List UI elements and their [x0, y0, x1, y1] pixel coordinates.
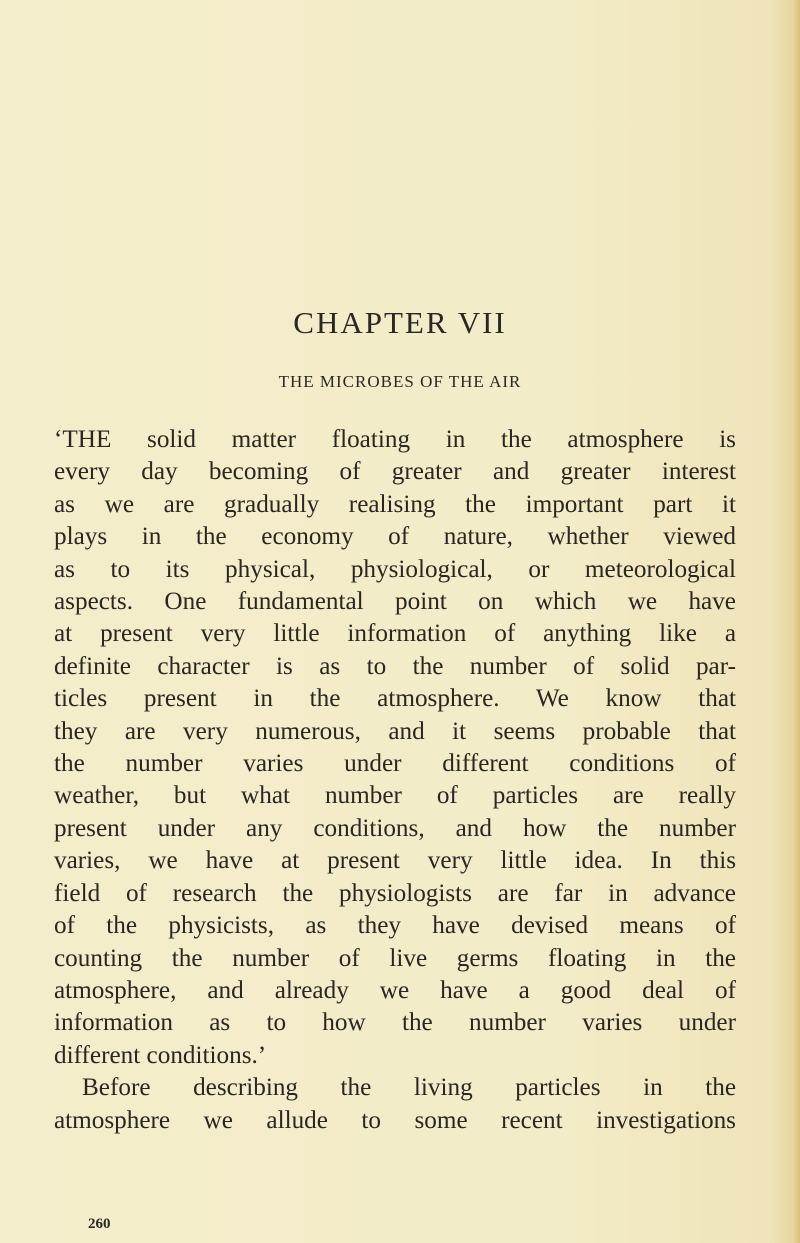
text-line: aspects. One fundamental point on which we have: [54, 588, 736, 616]
text-line: different conditions.’: [54, 1041, 267, 1069]
page-edge: [792, 0, 800, 1243]
text-line: atmosphere we allude to some recent investigations: [54, 1106, 736, 1134]
text-line: as to its physical, physiological, or meteorological: [54, 555, 736, 583]
text-line: Before describing the living particles in the: [82, 1074, 736, 1102]
text-line: varies, we have at present very little idea. In this: [54, 847, 736, 875]
text-line: at present very little information of anything like a: [54, 620, 736, 648]
text-line: of the physicists, as they have devised means of: [54, 912, 736, 940]
text-line: ‘THE solid matter floating in the atmosphere is: [54, 426, 736, 453]
text-line: they are very numerous, and it seems probable that: [54, 717, 736, 745]
text-line: as we are gradually realising the important part it: [54, 490, 736, 518]
text-line: ticles present in the atmosphere. We know that: [54, 685, 736, 713]
text-line: plays in the economy of nature, whether viewed: [54, 523, 736, 551]
text-line: the number varies under different conditions of: [54, 750, 736, 778]
text-line: atmosphere, and already we have a good deal of: [54, 976, 736, 1004]
chapter-title: CHAPTER VII: [293, 305, 507, 340]
body-text: [54, 424, 736, 1137]
page-number: 260: [88, 1216, 111, 1232]
text-line: every day becoming of greater and greater interest: [54, 458, 736, 486]
chapter-subtitle: THE MICROBES OF THE AIR: [278, 372, 522, 391]
text-line: information as to how the number varies under: [54, 1009, 736, 1037]
text-line: field of research the physiologists are far in advance: [54, 879, 736, 907]
text-line: present under any conditions, and how the number: [54, 814, 736, 842]
text-line: counting the number of live germs floating in the: [54, 944, 736, 972]
text-line: weather, but what number of particles are really: [54, 782, 736, 810]
text-line: definite character is as to the number of solid par-: [54, 652, 736, 680]
